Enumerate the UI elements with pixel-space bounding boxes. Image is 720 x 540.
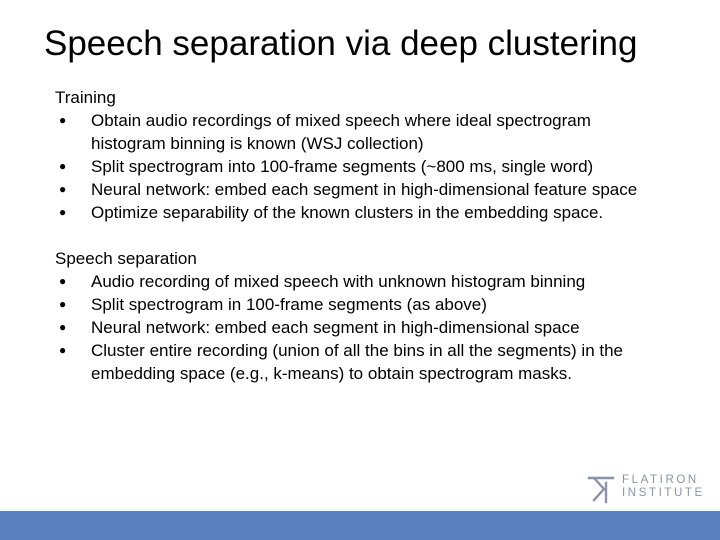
list-item [55, 109, 655, 155]
list-item [55, 201, 655, 224]
slide-body [55, 86, 655, 385]
list-item [55, 178, 655, 201]
bullet-icon: ● [59, 320, 67, 334]
training-heading: Training [55, 88, 116, 107]
bullet-text: Split spectrogram in 100-frame segments (as above) [91, 295, 487, 314]
bullet-icon: ● [59, 297, 67, 311]
bullet-text: Audio recording of mixed speech with unknown histogram binning [91, 272, 586, 291]
speech-separation-heading: Speech separation [55, 249, 197, 268]
flatiron-institute-logo [586, 474, 706, 504]
flatiron-logo-icon [586, 474, 616, 504]
bullet-text: Optimize separability of the known clusters in the embedding space. [91, 203, 604, 222]
list-item [55, 339, 655, 385]
logo-line-1: FLATIRON [622, 474, 699, 486]
list-item [55, 270, 655, 293]
training-bullet-list [55, 109, 655, 224]
slide-title: Speech separation via deep clustering [44, 24, 638, 63]
bullet-text: Cluster entire recording (union of all the bins in all the segments) in the embedding space (e.g., k-means) to obtain spectrogram masks. [91, 341, 624, 383]
bullet-icon: ● [59, 274, 67, 288]
bullet-icon: ● [59, 205, 67, 219]
bullet-text: Obtain audio recordings of mixed speech where ideal spectrogram histogram binning is known (WSJ collection) [91, 111, 591, 153]
logo-text [622, 474, 705, 500]
bullet-icon: ● [59, 182, 67, 196]
bullet-icon: ● [59, 113, 67, 127]
bullet-icon: ● [59, 159, 67, 173]
list-item [55, 293, 655, 316]
logo-line-2: INSTITUTE [622, 487, 705, 499]
bullet-text: Split spectrogram into 100-frame segments (~800 ms, single word) [91, 157, 594, 176]
list-item [55, 155, 655, 178]
bullet-text: Neural network: embed each segment in high-dimensional feature space [91, 180, 638, 199]
list-item [55, 316, 655, 339]
separation-bullet-list [55, 270, 655, 385]
footer-bar [0, 511, 720, 540]
bullet-icon: ● [59, 343, 67, 357]
bullet-text: Neural network: embed each segment in high-dimensional space [91, 318, 580, 337]
